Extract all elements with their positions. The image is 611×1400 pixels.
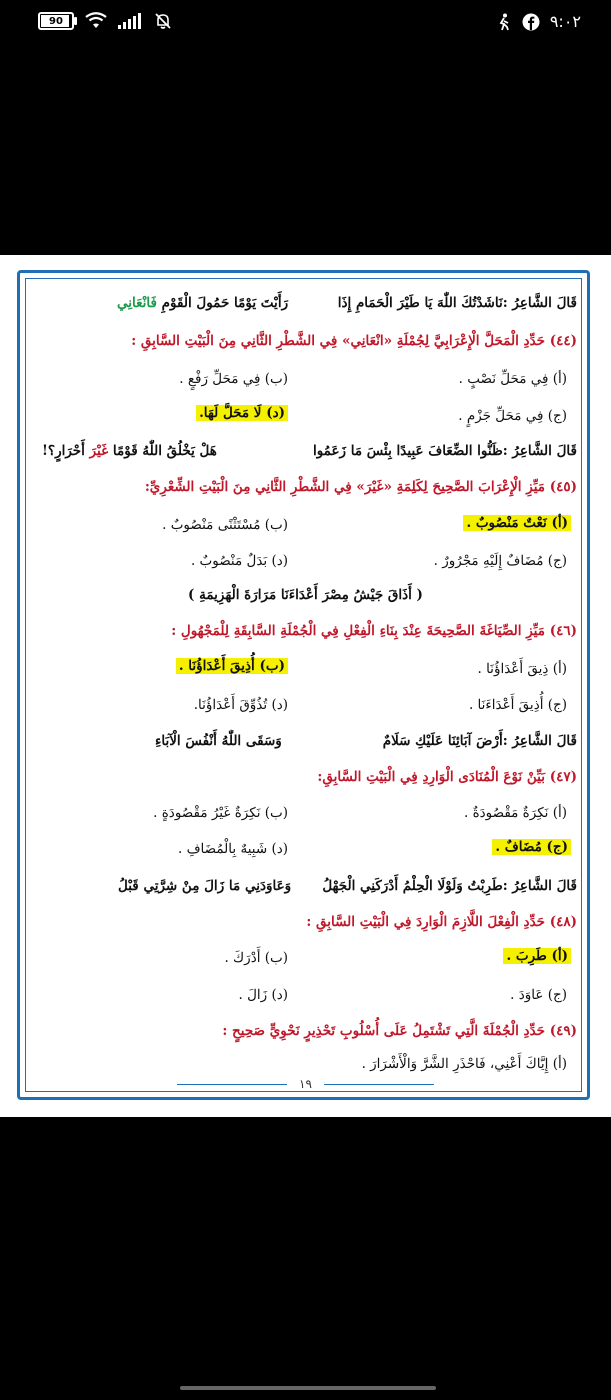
q47-option-c [492,839,571,855]
q47-answer-highlight: (ج) مُضَافٌ . [492,839,571,855]
verse-2-end: أَحْرَارٍ؟! [42,443,85,459]
q48-option-b: (ب) أَدْرَكَ . [224,950,288,966]
battery-level: 90 [49,15,63,27]
question-45: (٤٥) مَيِّزِ الْإِعْرَابَ الصَّحِيحَ لِكَلِمَةِ «غَيْرَ» فِي الشَّطْرِ الثَّانِي مِنَ الْبَيْتِ الشِّعْرِيِّ: [144,479,577,495]
verse-4-first-half: قَالَ الشَّاعِرُ :طَرِبْتُ وَلَوْلَا الْحِلْمُ أَدْرَكَنِي الْجَهْلُ [322,878,577,894]
q44-option-c: (ج) فِي مَحَلِّ جَزْمٍ . [458,408,567,424]
question-47: (٤٧) بَيِّنْ نَوْعَ الْمُنَادَى الْوَارِدِ فِي الْبَيْتِ السَّابِقِ: [317,769,577,785]
q48-option-a [503,948,571,964]
q45-option-b: (ب) مُسْتَثْنًى مَنْصُوبٌ . [162,517,288,533]
page-frame-inner [25,278,582,1092]
q45-option-c: (ج) مُضَافٌ إِلَيْهِ مَجْرُورٌ . [433,553,567,569]
signal-icon [118,13,144,29]
verse-2-highlight-word: غَيْرَ [89,443,109,459]
verse-2-second-half [42,443,217,459]
verse-1-first-half: قَالَ الشَّاعِرُ :نَاشَدْتُكَ اللّٰهَ يَا طَيْرَ الْحَمَامِ إِذَا [337,295,577,311]
q46-option-a: (أ) ذِيقَ أَعْدَاؤُنَا . [477,661,567,677]
home-indicator[interactable] [180,1386,436,1390]
q45-answer-highlight: (أ) نَعْتٌ مَنْصُوبٌ . [463,515,571,531]
q44-option-d [196,405,288,421]
status-bar [0,0,611,46]
q49-option-a: (أ) إِيَّاكَ أَعْنِي، فَاحْذَرِ الشَّرَّ وَالْأَشْرَارَ . [361,1056,567,1072]
status-right [496,12,581,31]
q44-answer-highlight: (د) لَا مَحَلَّ لَهَا. [196,405,288,421]
q45-option-d: (د) بَدَلٌ مَنْصُوبٌ . [190,553,288,569]
q46-option-b [176,658,288,674]
battery-icon [38,12,74,30]
wifi-icon [84,12,108,30]
q45-option-a [463,515,571,531]
verse-3-first-half: قَالَ الشَّاعِرُ :أَرْضَ آبَائِنَا عَلَيْكِ سَلَامٌ [382,733,577,749]
q47-option-b: (ب) نَكِرَةٌ غَيْرُ مَقْصُودَةٍ . [153,805,288,821]
q48-option-c: (ج) عَاوَدَ . [510,987,567,1003]
q46-option-d: (د) تُذُوِّقَ أَعْدَاؤُنَا. [193,697,288,713]
verse-1-second-half [117,295,288,311]
q48-answer-highlight: (أ) طَرِبَ . [503,948,571,964]
q46-answer-highlight: (ب) أُذِيقَ أَعْدَاؤُنَا . [176,658,288,674]
question-44: (٤٤) حَدِّدِ الْمَحَلَّ الْإِعْرَابِيَّ لِجُمْلَةِ «انْعَانِي» فِي الشَّطْرِ الثَّانِي مِنَ الْبَيْتِ السَّابِقِ : [131,333,577,349]
q48-option-d: (د) زَالَ . [238,987,288,1003]
verse-2-second-text: هَلْ يَخْلُقُ اللّٰهُ قَوْمًا [112,443,217,459]
q47-option-a: (أ) نَكِرَةٌ مَقْصُودَةٌ . [463,805,567,821]
status-left [38,12,172,30]
question-46: (٤٦) مَيِّزِ الصِّيَاغَةَ الصَّحِيحَةَ عِنْدَ بِنَاءِ الْفِعْلِ فِي الْجُمْلَةِ السَّابِقَةِ لِلْمَجْهُولِ : [171,623,577,639]
facebook-icon [522,13,540,31]
verse-2-first-half: قَالَ الشَّاعِرُ :ظَنُّوا الضِّعَافَ عَبِيدًا بِئْسَ مَا زَعَمُوا [312,443,577,459]
question-48: (٤٨) حَدِّدِ الْفِعْلَ اللَّازِمَ الْوَارِدَ فِي الْبَيْتِ السَّابِقِ : [306,914,577,930]
verse-4-second-half: وَعَاوَدَنِي مَا زَالَ مِنْ شِرَّتِي قَبْلُ [118,878,292,894]
q44-option-b: (ب) فِي مَحَلِّ رَفْعٍ . [179,371,288,387]
verse-1-second-text: رَأَيْتَ يَوْمًا حَمُولَ الْقَوْمِ [161,295,289,311]
verse-3-second-half: وَسَقَى اللّٰهُ أَنْفُسَ الْآبَاءِ [155,733,282,749]
muted-bell-icon [154,12,172,30]
document-page [0,255,611,1117]
q46-option-c: (ج) أُذِيقَ أَعْدَاءَنَا . [468,697,567,713]
running-person-icon [496,13,512,31]
verse-1-highlight-word: فَانْعَانِي [117,295,157,311]
question-49: (٤٩) حَدِّدِ الْجُمْلَةَ الَّتِي تَشْتَمِلُ عَلَى أُسْلُوبِ تَحْذِيرٍ نَحْوِيٍّ صَحِيحٍ : [222,1023,577,1039]
q44-option-a: (أ) فِي مَحَلِّ نَصْبٍ . [458,371,567,387]
page-frame [17,270,590,1100]
q47-option-d: (د) شَبِيهٌ بِالْمُضَافِ . [177,841,288,857]
page-number [0,1077,611,1091]
example-sentence: ( أَذَاقَ جَيْشُ مِصْرَ أَعْدَاءَنَا مَرَارَةَ الْهَزِيمَةِ ) [188,587,423,603]
page-number-text: ١٩ [299,1077,312,1091]
clock: ٩:٠٢ [549,12,581,31]
